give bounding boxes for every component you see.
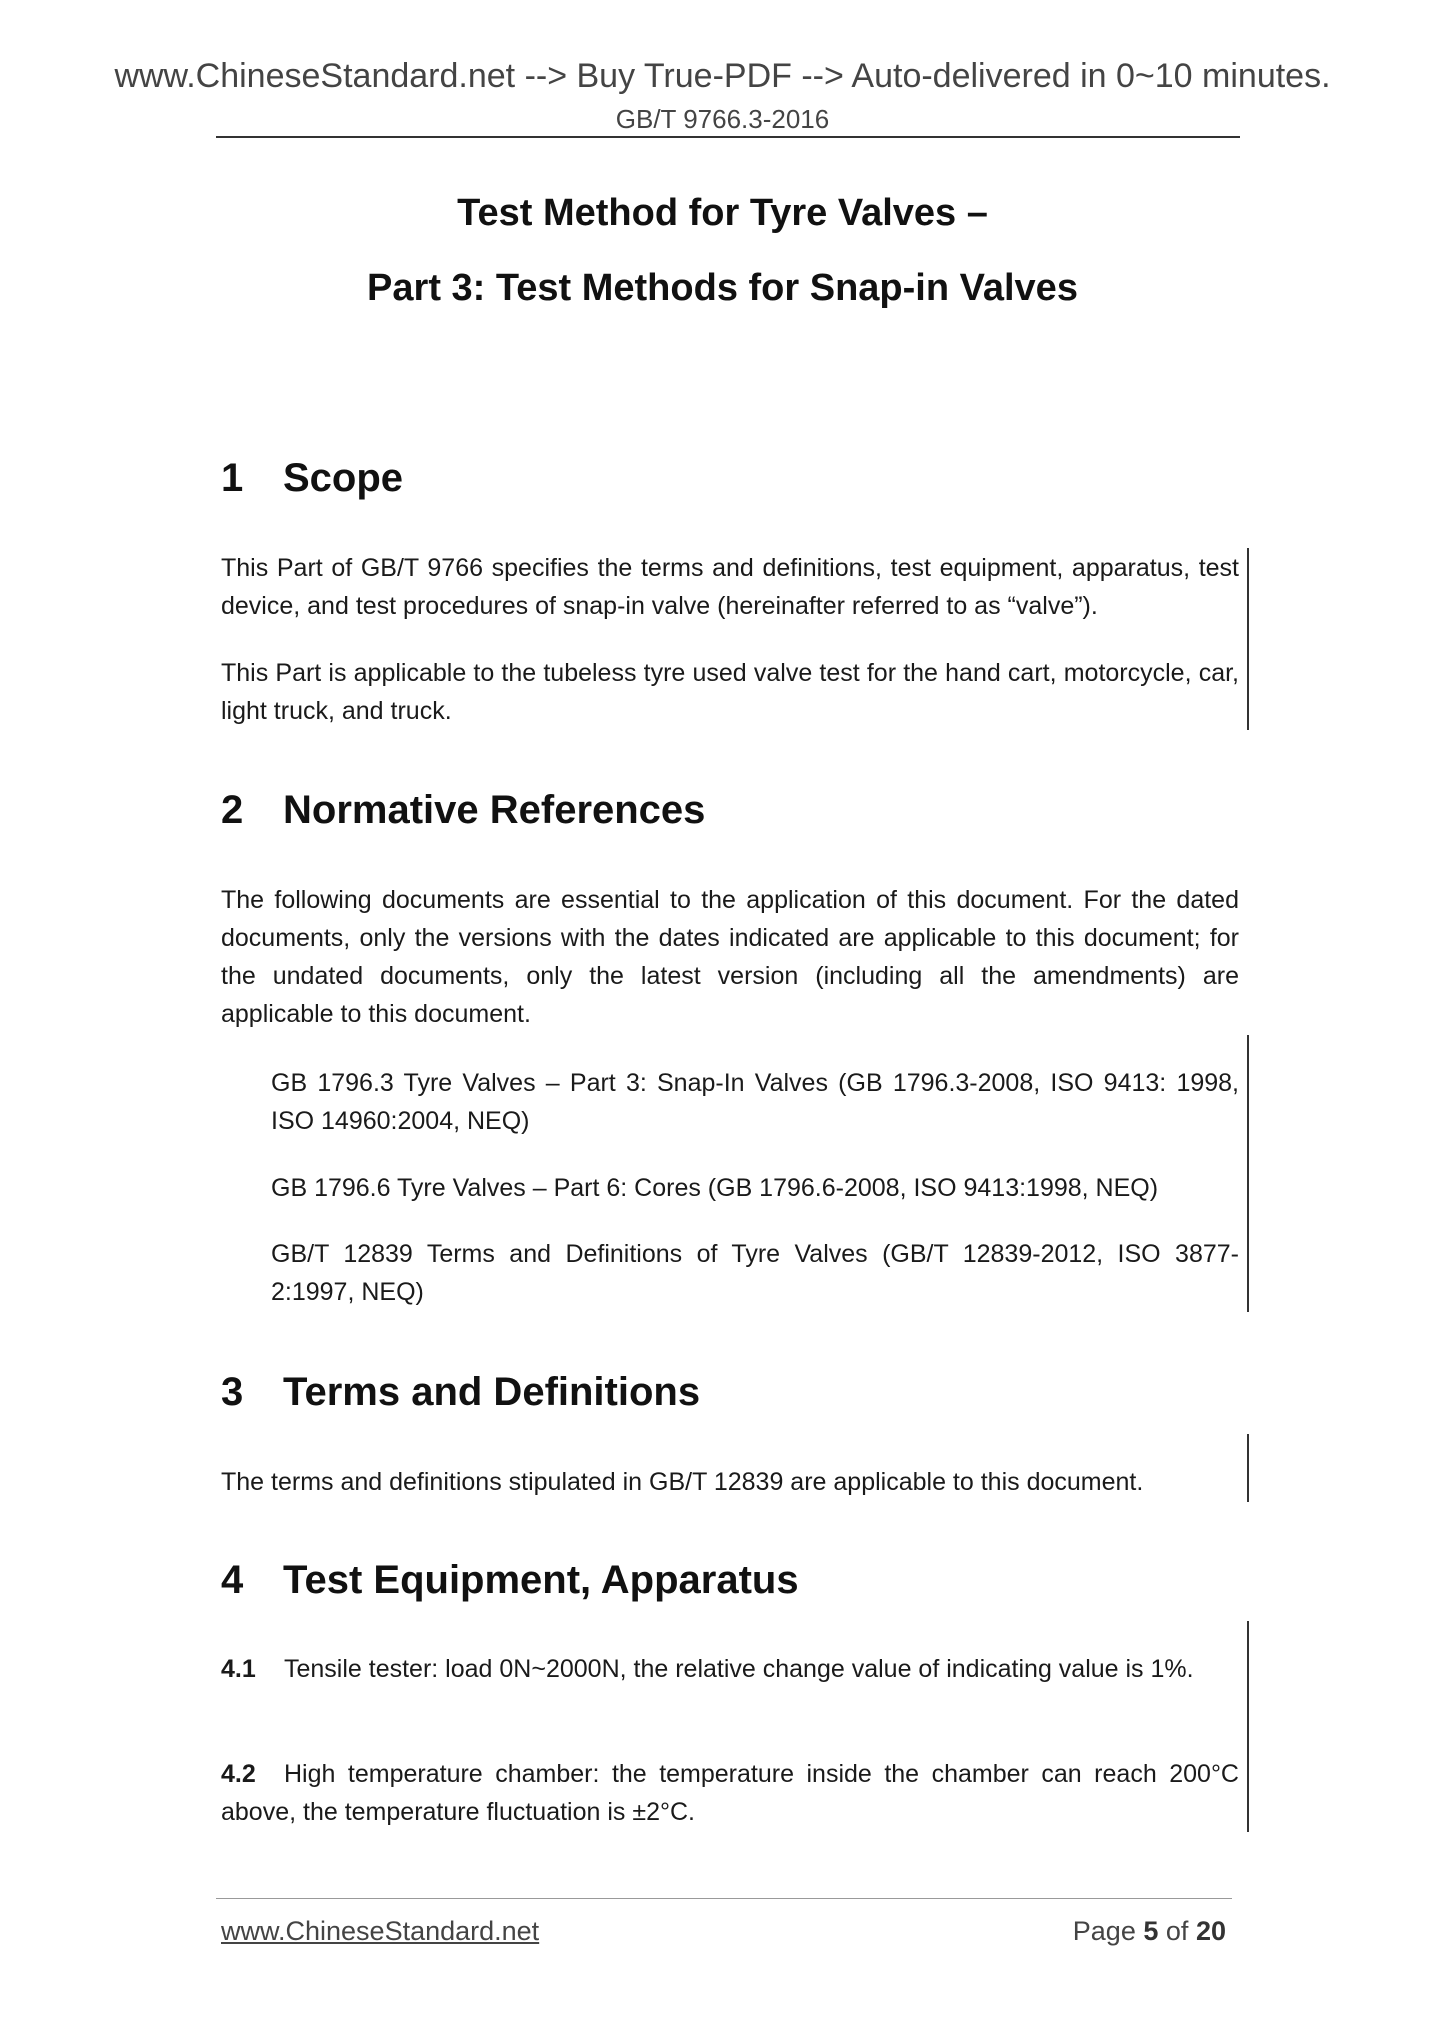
change-bar bbox=[1247, 1621, 1249, 1832]
section-title: Test Equipment, Apparatus bbox=[283, 1558, 799, 1602]
page-of-label: of bbox=[1165, 1916, 1189, 1946]
section-title: Normative References bbox=[283, 788, 706, 832]
section-title: Scope bbox=[283, 456, 404, 500]
change-bar bbox=[1247, 548, 1249, 730]
section-number: 1 bbox=[221, 456, 244, 500]
change-bar bbox=[1247, 1035, 1249, 1312]
reference-item: GB/T 12839 Terms and Definitions of Tyre Valves (GB/T 12839-2012, ISO 3877-2:1997, NEQ) bbox=[271, 1240, 1239, 1306]
section-number: 4 bbox=[221, 1558, 244, 1602]
header-banner[interactable]: www.ChineseStandard.net --> Buy True-PDF --> Auto-delivered in 0~10 minutes. bbox=[114, 57, 1331, 95]
scope-paragraph-2: This Part is applicable to the tubeless tyre used valve test for the hand cart, motorcycle, car, light truck, and truck. bbox=[221, 659, 1239, 725]
change-bar bbox=[1247, 1434, 1249, 1502]
section-1-heading bbox=[221, 454, 403, 502]
page-label: Page bbox=[1072, 1916, 1136, 1946]
document-title-line-1: Test Method for Tyre Valves – bbox=[457, 192, 988, 234]
footer-divider bbox=[216, 1898, 1232, 1899]
section-3-heading bbox=[221, 1368, 700, 1416]
section-number: 2 bbox=[221, 788, 244, 832]
page-indicator bbox=[1073, 1914, 1226, 1948]
reference-item: GB 1796.6 Tyre Valves – Part 6: Cores (GB 1796.6-2008, ISO 9413:1998, NEQ) bbox=[271, 1174, 1159, 1202]
clause-4-1 bbox=[221, 1650, 1239, 1688]
section-2-heading bbox=[221, 786, 705, 834]
clause-number: 4.1 bbox=[221, 1655, 256, 1683]
clause-text: Tensile tester: load 0N~2000N, the relative change value of indicating value is 1%. bbox=[284, 1655, 1194, 1683]
section-4-heading bbox=[221, 1556, 799, 1604]
scope-paragraph-1: This Part of GB/T 9766 specifies the terms and definitions, test equipment, apparatus, test device, and test procedures of snap-in valve (hereinafter referred to as “valve”). bbox=[221, 554, 1239, 620]
section-number: 3 bbox=[221, 1370, 244, 1414]
page-total: 20 bbox=[1195, 1916, 1226, 1946]
terms-definitions-paragraph: The terms and definitions stipulated in GB/T 12839 are applicable to this document. bbox=[221, 1468, 1144, 1496]
document-title-line-2: Part 3: Test Methods for Snap-in Valves bbox=[367, 267, 1078, 309]
reference-item: GB 1796.3 Tyre Valves – Part 3: Snap-In Valves (GB 1796.3-2008, ISO 9413: 1998, ISO 14960:2004, NEQ) bbox=[271, 1069, 1239, 1135]
clause-number: 4.2 bbox=[221, 1760, 256, 1788]
page-current: 5 bbox=[1143, 1916, 1159, 1946]
header-divider bbox=[216, 136, 1240, 138]
footer-website-link[interactable]: www.ChineseStandard.net bbox=[221, 1916, 540, 1946]
clause-text: High temperature chamber: the temperature inside the chamber can reach 200°C above, the temperature fluctuation is ±2°C. bbox=[221, 1760, 1239, 1826]
clause-4-2 bbox=[221, 1755, 1239, 1831]
section-title: Terms and Definitions bbox=[283, 1370, 701, 1414]
normative-references-paragraph: The following documents are essential to the application of this document. For the dated documents, only the versions with the dates indicated are applicable to this document; for the undated documents, only the latest version (including all the amendments) are applicable to this document. bbox=[221, 886, 1239, 1028]
header-standard-number: GB/T 9766.3-2016 bbox=[615, 104, 830, 134]
